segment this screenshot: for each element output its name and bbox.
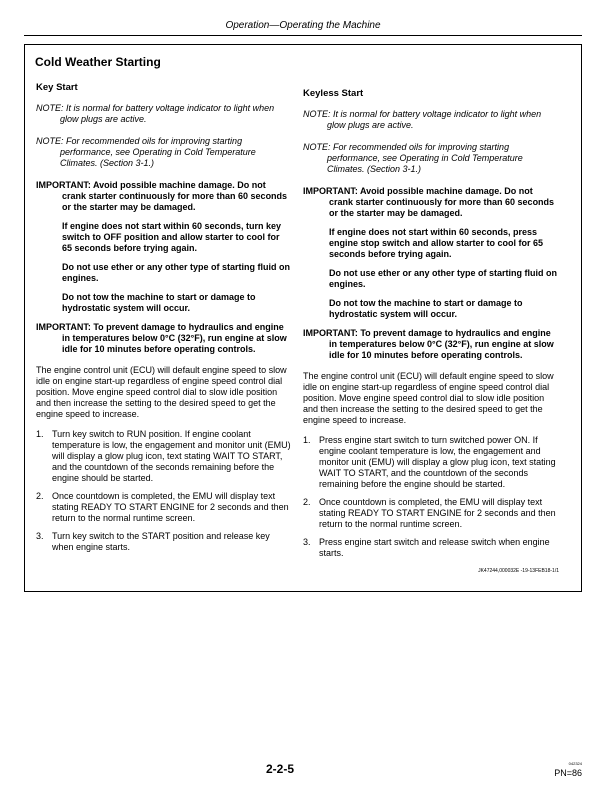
key-start-heading: Key Start bbox=[36, 82, 78, 93]
note-battery: NOTE: It is normal for battery voltage indicator to light when glow plugs are active. bbox=[36, 103, 275, 124]
keyless-start-heading: Keyless Start bbox=[303, 88, 364, 99]
document-reference: JK47244,000032E -19-13FEB18-1/1 bbox=[478, 568, 559, 574]
step-number: 2. bbox=[303, 497, 311, 507]
step-text: Turn key switch to the START position and release key when engine starts. bbox=[52, 531, 270, 552]
page-number: 2-2-5 bbox=[266, 762, 295, 776]
step-item bbox=[36, 429, 292, 484]
keyless-start-column bbox=[303, 88, 559, 577]
pn-label: PN=86 bbox=[554, 768, 582, 778]
important-cold-idle: IMPORTANT: To prevent damage to hydraulics and engine in temperatures below 0°C (32°F), run engine at slow idle for 10 minutes before operating controls. bbox=[36, 322, 287, 354]
important-no-tow: Do not tow the machine to start or damage to hydrostatic system will occur. bbox=[62, 292, 256, 313]
ecu-paragraph: The engine control unit (ECU) will default engine speed to slow idle on engine start-up regardless of engine speed control dial position. Move engine speed control dial to slow idle position and then increase the setting to the desired speed to get the engine speed to increase. bbox=[303, 371, 554, 425]
step-item bbox=[303, 435, 559, 490]
step-number: 3. bbox=[303, 537, 311, 547]
step-text: Once countdown is completed, the EMU will display text stating READY TO START ENGINE for 2 seconds and then return to the normal runtime screen. bbox=[52, 491, 289, 523]
note-oils: NOTE: For recommended oils for improving starting performance, see Operating in Cold Temperature Climates. (Section 3-1.) bbox=[303, 142, 523, 174]
footer-code: 042324 bbox=[568, 761, 582, 766]
step-number: 2. bbox=[36, 491, 44, 501]
ecu-paragraph: The engine control unit (ECU) will default engine speed to slow idle on engine start-up regardless of engine speed control dial position. Move engine speed control dial to slow idle position and then increase the setting to the desired speed to get the engine speed to increase. bbox=[36, 365, 287, 419]
step-item bbox=[303, 537, 559, 559]
key-start-column bbox=[36, 82, 292, 560]
important-no-ether: Do not use ether or any other type of starting fluid on engines. bbox=[62, 262, 291, 283]
step-number: 1. bbox=[303, 435, 311, 445]
important-starter: IMPORTANT: Avoid possible machine damage. Do not crank starter continuously for more than 60 seconds or the starter may be damaged. bbox=[303, 186, 555, 218]
step-item bbox=[36, 491, 292, 524]
step-number: 1. bbox=[36, 429, 44, 439]
important-starter-retry: If engine does not start within 60 seconds, press engine stop switch and allow starter to cool for 65 seconds before trying again. bbox=[329, 227, 544, 259]
step-text: Press engine start switch to turn switched power ON. If engine coolant temperature is low, the engagement and monitor unit (EMU) will display a glow plug icon, text stating WAIT TO START, and the countdown of the seconds remaining before the engine should be started. bbox=[319, 435, 556, 489]
step-number: 3. bbox=[36, 531, 44, 541]
important-starter: IMPORTANT: Avoid possible machine damage. Do not crank starter continuously for more than 60 seconds or the starter may be damaged. bbox=[36, 180, 288, 212]
note-battery: NOTE: It is normal for battery voltage indicator to light when glow plugs are active. bbox=[303, 109, 542, 130]
note-oils: NOTE: For recommended oils for improving starting performance, see Operating in Cold Temperature Climates. (Section 3-1.) bbox=[36, 136, 256, 168]
step-text: Once countdown is completed, the EMU will display text stating READY TO START ENGINE for 2 seconds and then return to the normal runtime screen. bbox=[319, 497, 556, 529]
important-no-tow: Do not tow the machine to start or damage to hydrostatic system will occur. bbox=[329, 298, 523, 319]
step-item bbox=[303, 497, 559, 530]
important-no-ether: Do not use ether or any other type of starting fluid on engines. bbox=[329, 268, 558, 289]
important-cold-idle: IMPORTANT: To prevent damage to hydraulics and engine in temperatures below 0°C (32°F), run engine at slow idle for 10 minutes before operating controls. bbox=[303, 328, 554, 360]
page-header: Operation—Operating the Machine bbox=[24, 18, 582, 36]
content-frame bbox=[24, 44, 582, 592]
section-title: Cold Weather Starting bbox=[35, 55, 161, 69]
step-item bbox=[36, 531, 292, 553]
step-text: Turn key switch to RUN position. If engine coolant temperature is low, the engagement and monitor unit (EMU) will display a glow plug icon, text stating WAIT TO START, and the countdown of the seconds remaining before the engine should be started. bbox=[52, 429, 291, 483]
important-starter-retry: If engine does not start within 60 seconds, turn key switch to OFF position and allow starter to cool for 65 seconds before trying again. bbox=[62, 221, 282, 253]
step-text: Press engine start switch and release switch when engine starts. bbox=[319, 537, 550, 558]
